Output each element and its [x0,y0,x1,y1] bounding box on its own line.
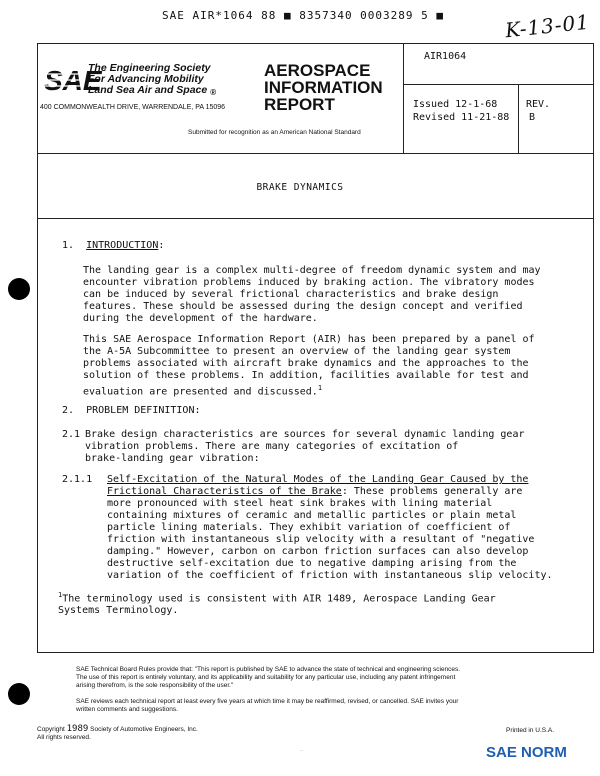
text-line: evaluation are presented and discussed. [83,386,318,398]
rights-reserved: All rights reserved. [37,734,91,741]
binder-hole [8,278,30,300]
document-number: AIR1064 [424,51,467,62]
footnote [58,589,496,617]
rev-label: REV. [526,99,551,110]
org-line-2: For Advancing Mobility [88,73,204,85]
header-column-divider [403,43,404,153]
text-line: can be induced by several frictional characteristics and brake design [83,289,499,300]
organization-block [88,63,216,98]
text-line: vibration problems. There are many categories of excitation of [85,441,459,452]
text-line: the A-5A Subcommittee to present an overview of the landing gear system [83,346,511,357]
sae-logo-text: SAE [44,65,102,96]
text-line: : These problems generally are [341,486,523,497]
review-line-2: written comments and suggestions. [76,706,178,713]
title-divider [37,218,594,219]
rules-line-2: The use of this report is entirely voluntary, and its applicability and suitability for any particular use, including any patent infringement [76,674,456,681]
rev-value: B [529,112,536,123]
review-note [76,698,458,714]
text-line: The landing gear is a complex multi-degree of freedom dynamic system and may [83,265,541,276]
text-line: solution of these problems. In addition, facilities available for test and [83,370,529,381]
header-divider [37,153,594,154]
registered-mark: ® [210,88,217,97]
text-line: damping." However, carbon on carbon friction surfaces can also develop [107,546,529,557]
handwritten-note: K-13-01 [503,9,591,43]
text-line: particle lining materials. They exhibit variation of coefficient of [107,522,511,533]
section-2-1-1-number: 2.1.1 [62,474,93,485]
text-line: friction with instantaneous slip velocity with a resultant of "negative [107,534,535,545]
copyright-owner: Society of Automotive Engineers, Inc. [90,726,198,733]
text-line: features. These should be assessed during the design concept and verified [83,301,523,312]
section-2-1-1 [62,474,553,582]
text-line: problems associated with aircraft brake dynamics and the approaches to the [83,358,529,369]
report-type [264,62,383,113]
report-type-line-3: REPORT [264,95,335,114]
rules-line-3: arising therefrom, is the sole responsibility of the user." [76,682,234,689]
issued-date: Issued 12-1-68 [413,99,498,110]
tiny-note: ... [300,747,304,752]
issue-dates [413,98,509,124]
sae-logo [44,62,102,96]
board-rules-note [76,666,460,690]
text-line: containing mixtures of ceramic and metallic particles or plain metal [107,510,517,521]
section-2-title: PROBLEM DEFINITION: [86,405,201,416]
section-1-title: INTRODUCTION [86,240,159,251]
copyright-year: 1989 [66,724,89,734]
revision-block [526,98,550,124]
section-2-1-number: 2.1 [62,429,81,440]
org-line-3: Land Sea Air and Space [88,84,208,96]
text-line: variation of the coefficient of friction with instantaneous slip velocity. [107,570,553,581]
revised-date: Revised 11-21-88 [413,112,510,123]
docnum-divider [403,84,594,85]
rules-line-1: SAE Technical Board Rules provide that: "This report is published by SAE to advance the state of technical and engineering sciences. [76,666,461,673]
sae-norm-watermark: SAE NORM [486,744,567,761]
org-line-1: The Engineering Society [88,62,211,74]
section-1-heading [62,240,164,252]
section-2-1 [62,429,525,465]
text-line: during the development of the hardware. [83,313,318,324]
text-line: destructive self-excitation due to negative damping arising from the [107,558,517,569]
section-2-1-1-title-cont: Frictional Characteristics of the Brake [107,486,342,497]
text-line: brake-landing gear vibration: [85,453,260,464]
intro-paragraph-2 [83,334,535,398]
text-line: This SAE Aerospace Information Report (AIR) has been prepared by a panel of [83,334,535,345]
footnote-line-1: The terminology used is consistent with AIR 1489, Aerospace Landing Gear [62,593,496,605]
submitted-note: Submitted for recognition as an American National Standard [188,129,361,136]
binder-hole [8,683,30,705]
section-1-colon: : [158,240,165,251]
intro-paragraph-1 [83,265,541,325]
copyright-block [37,725,198,742]
report-type-line-1: AEROSPACE [264,61,371,80]
section-2-heading [62,405,200,417]
report-type-line-2: INFORMATION [264,78,383,97]
text-line: encounter vibration problems induced by braking action. The vibratory modes [83,277,535,288]
rev-divider [518,84,519,153]
section-1-number: 1. [62,240,75,251]
section-2-1-1-title: Self-Excitation of the Natural Modes of the Landing Gear Caused by the [107,474,529,485]
document-title: BRAKE DYNAMICS [256,182,344,193]
footnote-reference: 1 [317,384,323,392]
printed-in: Printed in U.S.A. [506,727,555,734]
section-2-number: 2. [62,405,75,416]
footnote-mark: 1 [58,591,63,599]
footnote-line-2: Systems Terminology. [58,605,179,617]
text-line: more pronounced with steel heat sink brakes with lining material [107,498,493,509]
text-line: Brake design characteristics are sources for several dynamic landing gear [85,429,525,440]
review-line-1: SAE reviews each technical report at least every five years at which time it may be reaffirmed, revised, or cancelled. SAE invites your [76,698,459,705]
society-address: 400 COMMONWEALTH DRIVE, WARRENDALE, PA 15096 [40,104,226,111]
document-code-line: SAE AIR*1064 88 ■ 8357340 0003289 5 ■ [162,9,445,22]
copyright-label: Copyright [37,726,65,733]
